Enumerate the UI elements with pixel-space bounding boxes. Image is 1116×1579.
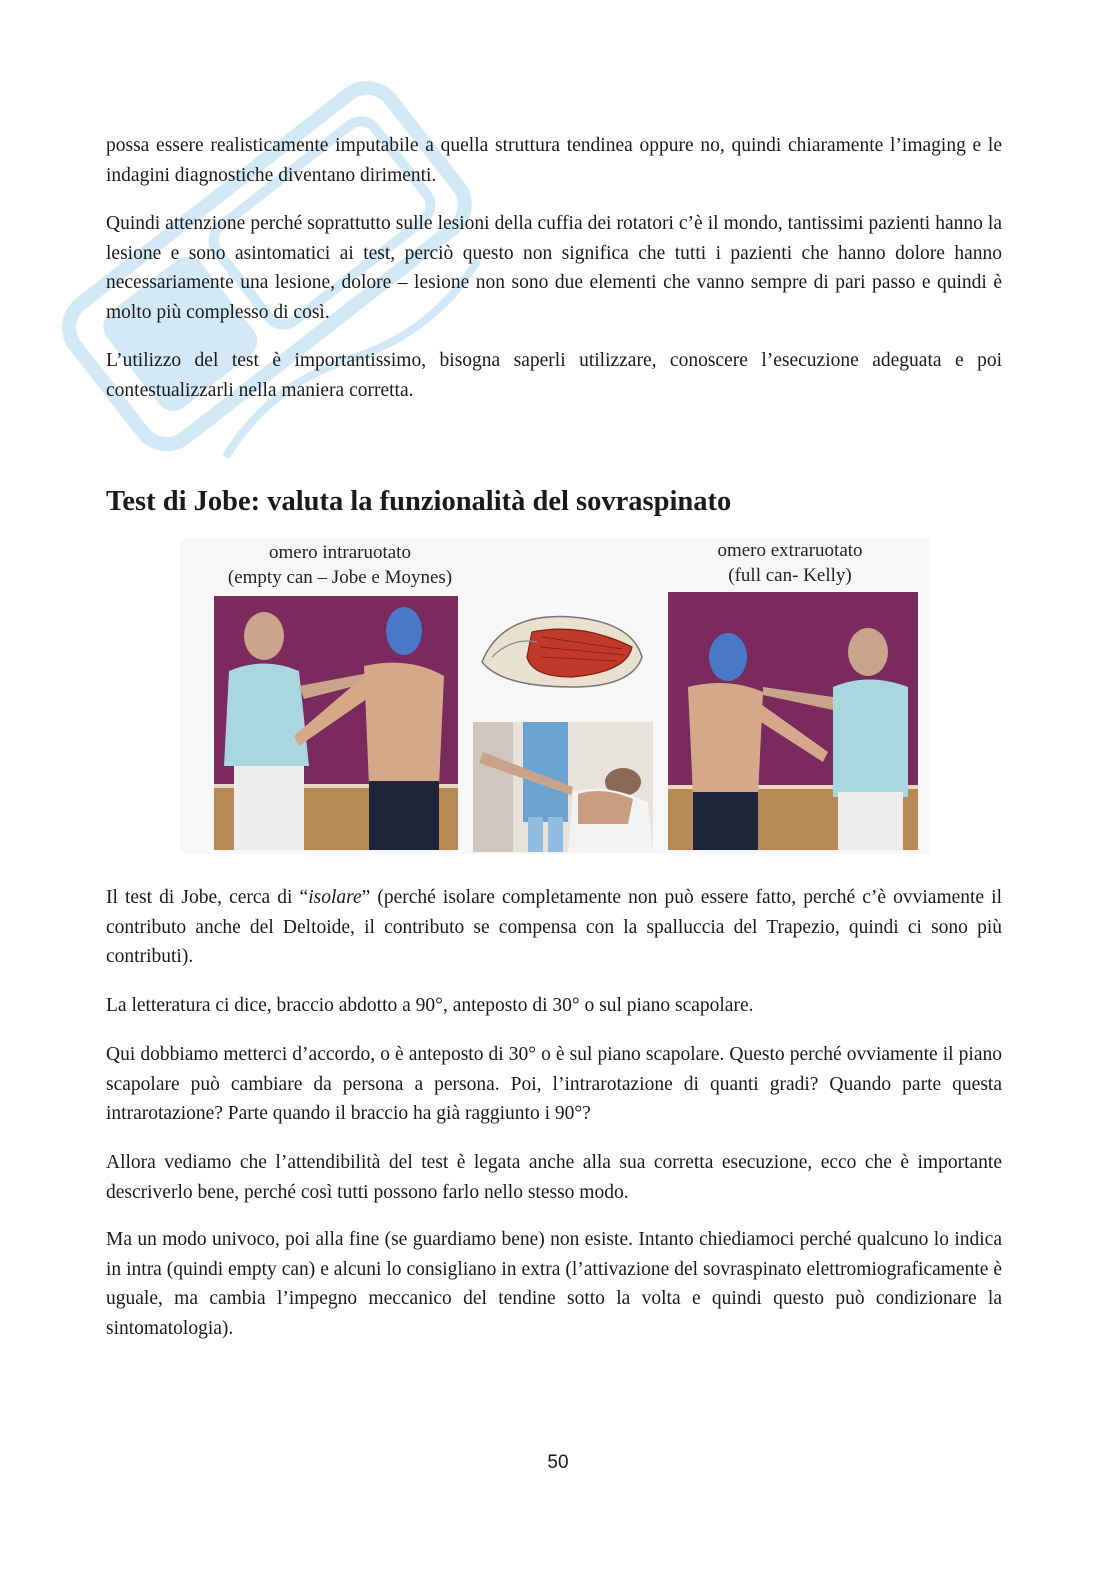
right-caption-line-1: omero extraruotato — [717, 540, 863, 561]
empty-can-photo — [214, 596, 458, 850]
paragraph-6: Qui dobbiamo metterci d’accordo, o è anteposto di 30° o è sul piano scapolare. Questo perché ovviamente il piano scapolare può cambiare da persona a persona. Poi, l’intrarotazione di quanti gradi? Quando parte questa intrarotazione? Parte quando il braccio ha già raggiunto i 90°? — [106, 1044, 1002, 1125]
page-number: 50 — [547, 1452, 569, 1473]
paragraph-5: La letteratura ci dice, braccio abdotto a 90°, anteposto di 30° o sul piano scapolare. — [106, 995, 754, 1016]
paragraph-text: possa essere realisticamente imputabile a quella struttura tendinea oppure no, quindi chiaramente l’imaging e le indagini diagnostiche diventano dirimenti. — [106, 135, 1002, 186]
paragraph-text: Quindi attenzione perché soprattutto sulle lesioni della cuffia dei rotatori c’è il mondo, tantissimi pazienti hanno la lesione e sono asintomatici ai test, perciò questo non significa che tutti i pazienti che hanno dolore hanno necessariamente una lesione, dolore – lesione non sono due elementi che vanno sempre di pari passo e quindi è molto più complesso di così. — [106, 213, 1002, 323]
paragraph-text: L’utilizzo del test è importantissimo, bisogna saperli utilizzare, conoscere l’esecuzione adeguata e poi contestualizzarli nella maniera corretta. — [106, 350, 1002, 401]
full-can-photo — [668, 592, 918, 850]
jobe-test-figure — [180, 538, 930, 854]
paragraph-2 — [106, 209, 1002, 327]
paragraph-8: Ma un modo univoco, poi alla fine (se guardiamo bene) non esiste. Intanto chiediamoci perché qualcuno lo indica in intra (quindi empty can) e alcuni lo consigliano in extra (l’attivazione del sovraspinato elettromiograficamente è uguale, ma cambia l’impegno meccanico del tendine sotto la volta e quindi questo può condizionare la sintomatologia). — [106, 1229, 1002, 1339]
left-caption-line-1: omero intraruotato — [269, 542, 411, 563]
left-caption-line-2: (empty can – Jobe e Moynes) — [227, 567, 453, 588]
paragraph-text: ” (perché isolare completamente non può essere fatto, perché c’è ovviamente il contributo anche del Deltoide, il contributo se compensa con la spalluccia del Trapezio, quindi ci sono più contributi). — [106, 887, 1003, 968]
paragraph-7: Allora vediamo che l’attendibilità del test è legata anche alla sua corretta esecuzione, ecco che è importante descriverlo bene, perché così tutti possono farlo nello stesso modo. — [106, 1152, 1002, 1203]
supraspinatus-illustration — [472, 602, 652, 702]
paragraph-3 — [106, 346, 1002, 405]
right-caption — [660, 538, 920, 588]
section-title: Test di Jobe: valuta la funzionalità del sovraspinato — [106, 486, 732, 517]
left-caption — [190, 540, 490, 590]
paragraph-text: Il test di Jobe, cerca di “ — [106, 887, 309, 908]
paragraph-4 — [106, 883, 1002, 972]
supine-test-photo — [473, 722, 653, 852]
paragraph-1 — [106, 131, 1002, 190]
italic-term: isolare — [308, 887, 362, 908]
right-caption-line-2: (full can- Kelly) — [728, 565, 852, 586]
